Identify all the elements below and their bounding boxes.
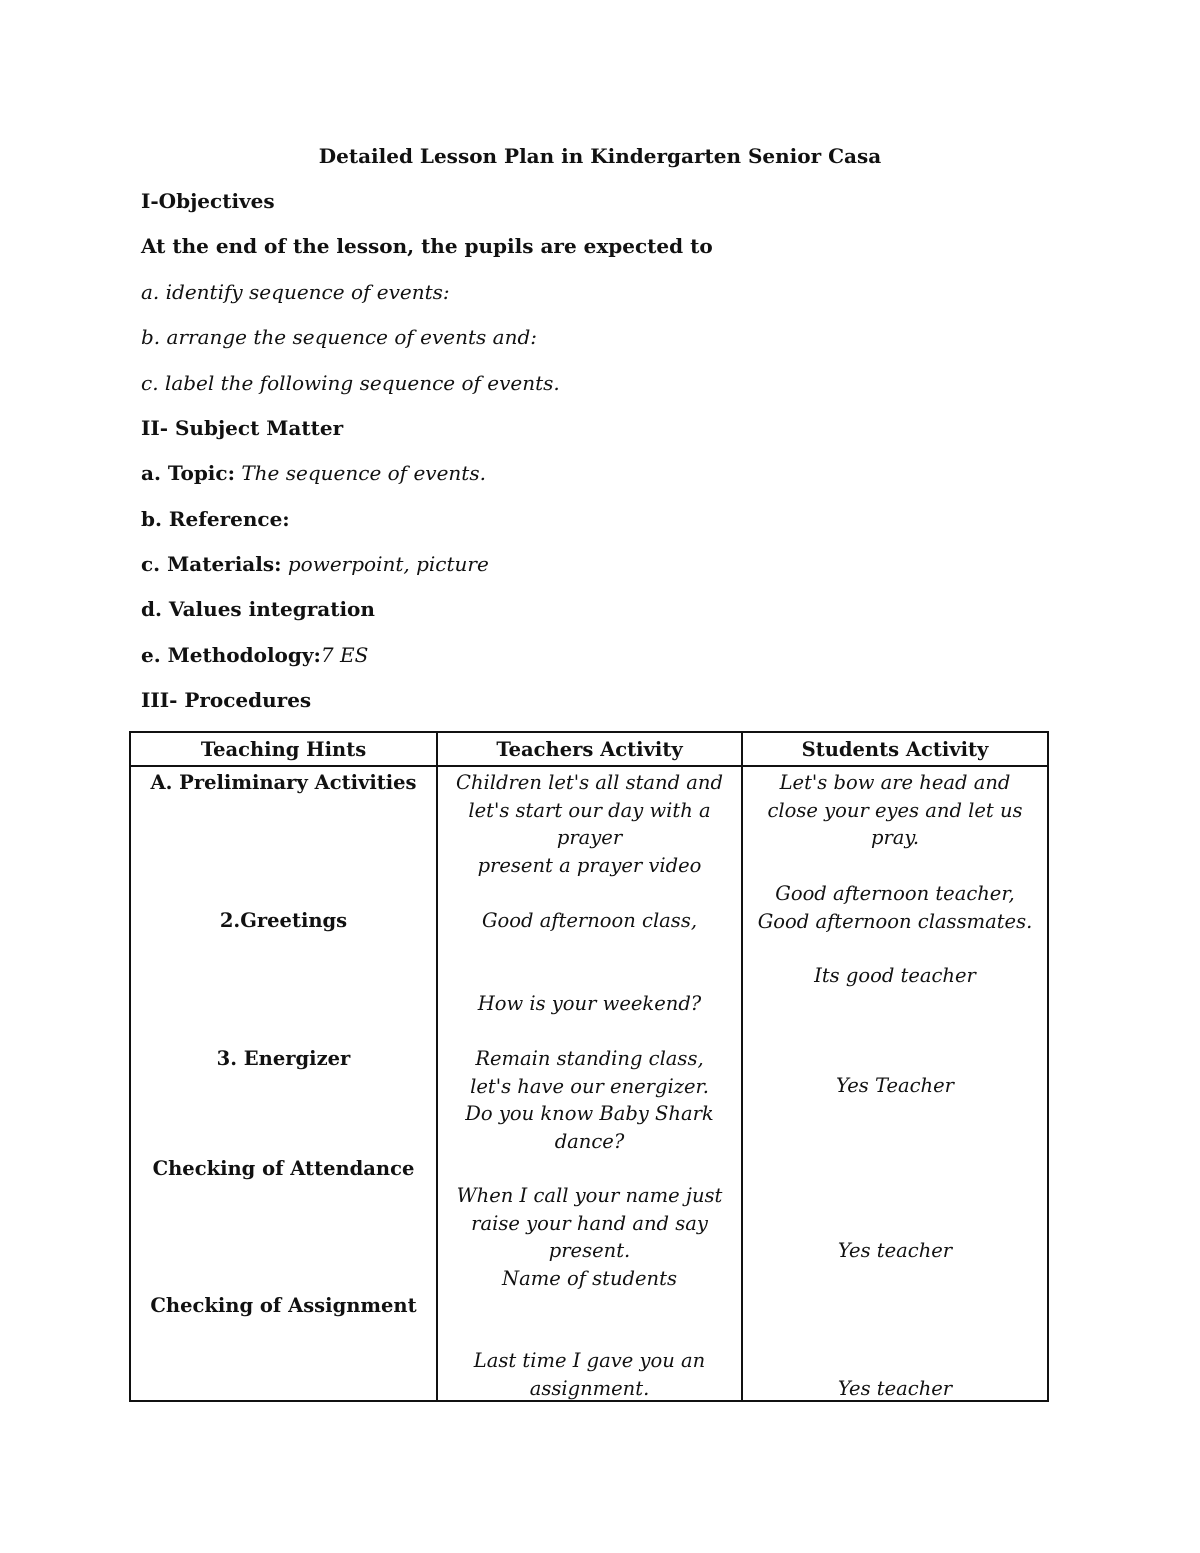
student-activity-item: Yes teacher xyxy=(837,1239,953,1262)
teacher-activity-item: Good afternoon class, xyxy=(481,909,698,932)
reference-label: b. Reference: xyxy=(141,507,290,531)
teacher-activity-item: Name of students xyxy=(502,1267,677,1290)
column-header-students-activity: Students Activity xyxy=(742,732,1048,766)
table-header-row xyxy=(130,732,1048,766)
hint-item: 2.Greetings xyxy=(219,909,348,932)
objective-item: c. label the following sequence of events. xyxy=(141,371,560,395)
student-activity-item: Let's bow are head and close your eyes and let us pray. xyxy=(767,771,1023,849)
topic-line xyxy=(141,461,486,485)
document-title: Detailed Lesson Plan in Kindergarten Senior Casa xyxy=(318,144,882,168)
column-header-teachers-activity: Teachers Activity xyxy=(437,732,742,766)
methodology-value: 7 ES xyxy=(320,643,369,667)
teaching-hints-cell xyxy=(130,766,437,1401)
teacher-activity-item: present a prayer video xyxy=(477,854,702,877)
objectives-intro: At the end of the lesson, the pupils are expected to xyxy=(141,234,713,258)
column-header-teaching-hints: Teaching Hints xyxy=(130,732,437,766)
teachers-activity-cell xyxy=(437,766,742,1401)
teacher-activity-item: Last time I gave you an assignment. xyxy=(473,1349,706,1400)
student-activity-item: Good afternoon teacher, Good afternoon classmates. xyxy=(757,882,1033,933)
materials-label: c. Materials: xyxy=(141,552,282,576)
topic-label: a. Topic: xyxy=(141,461,235,485)
hint-item: Checking of Attendance xyxy=(152,1157,415,1180)
objective-item: b. arrange the sequence of events and: xyxy=(141,325,538,349)
hint-item: 3. Energizer xyxy=(216,1047,351,1070)
procedures-table xyxy=(129,731,1049,1402)
subject-matter-heading: II- Subject Matter xyxy=(141,416,344,440)
values-integration-label: d. Values integration xyxy=(141,597,375,621)
objective-item: a. identify sequence of events: xyxy=(141,280,450,304)
materials-value: powerpoint, picture xyxy=(287,552,489,576)
teacher-activity-item: Do you know Baby Shark dance? xyxy=(465,1102,714,1153)
hint-item: A. Preliminary Activities xyxy=(150,771,417,794)
teacher-activity-item: How is your weekend? xyxy=(477,992,702,1015)
teacher-activity-item: When I call your name just raise your hand and say present. xyxy=(456,1184,723,1262)
student-activity-item: Its good teacher xyxy=(814,964,976,987)
methodology-label: e. Methodology: xyxy=(141,643,321,667)
teacher-activity-item: Children let's all stand and let's start our day with a prayer xyxy=(456,771,723,849)
hint-item: Checking of Assignment xyxy=(150,1294,417,1317)
materials-line xyxy=(141,552,489,576)
students-activity-cell xyxy=(742,766,1048,1401)
table-row xyxy=(130,766,1048,1401)
topic-value: The sequence of events. xyxy=(241,461,486,485)
student-activity-item: Yes Teacher xyxy=(836,1074,954,1097)
objectives-heading: I-Objectives xyxy=(141,189,275,213)
methodology-line xyxy=(141,643,368,667)
procedures-heading: III- Procedures xyxy=(141,688,312,712)
teacher-activity-item: Remain standing class, let's have our energizer. xyxy=(470,1047,709,1098)
student-activity-item: Yes teacher xyxy=(837,1377,953,1400)
